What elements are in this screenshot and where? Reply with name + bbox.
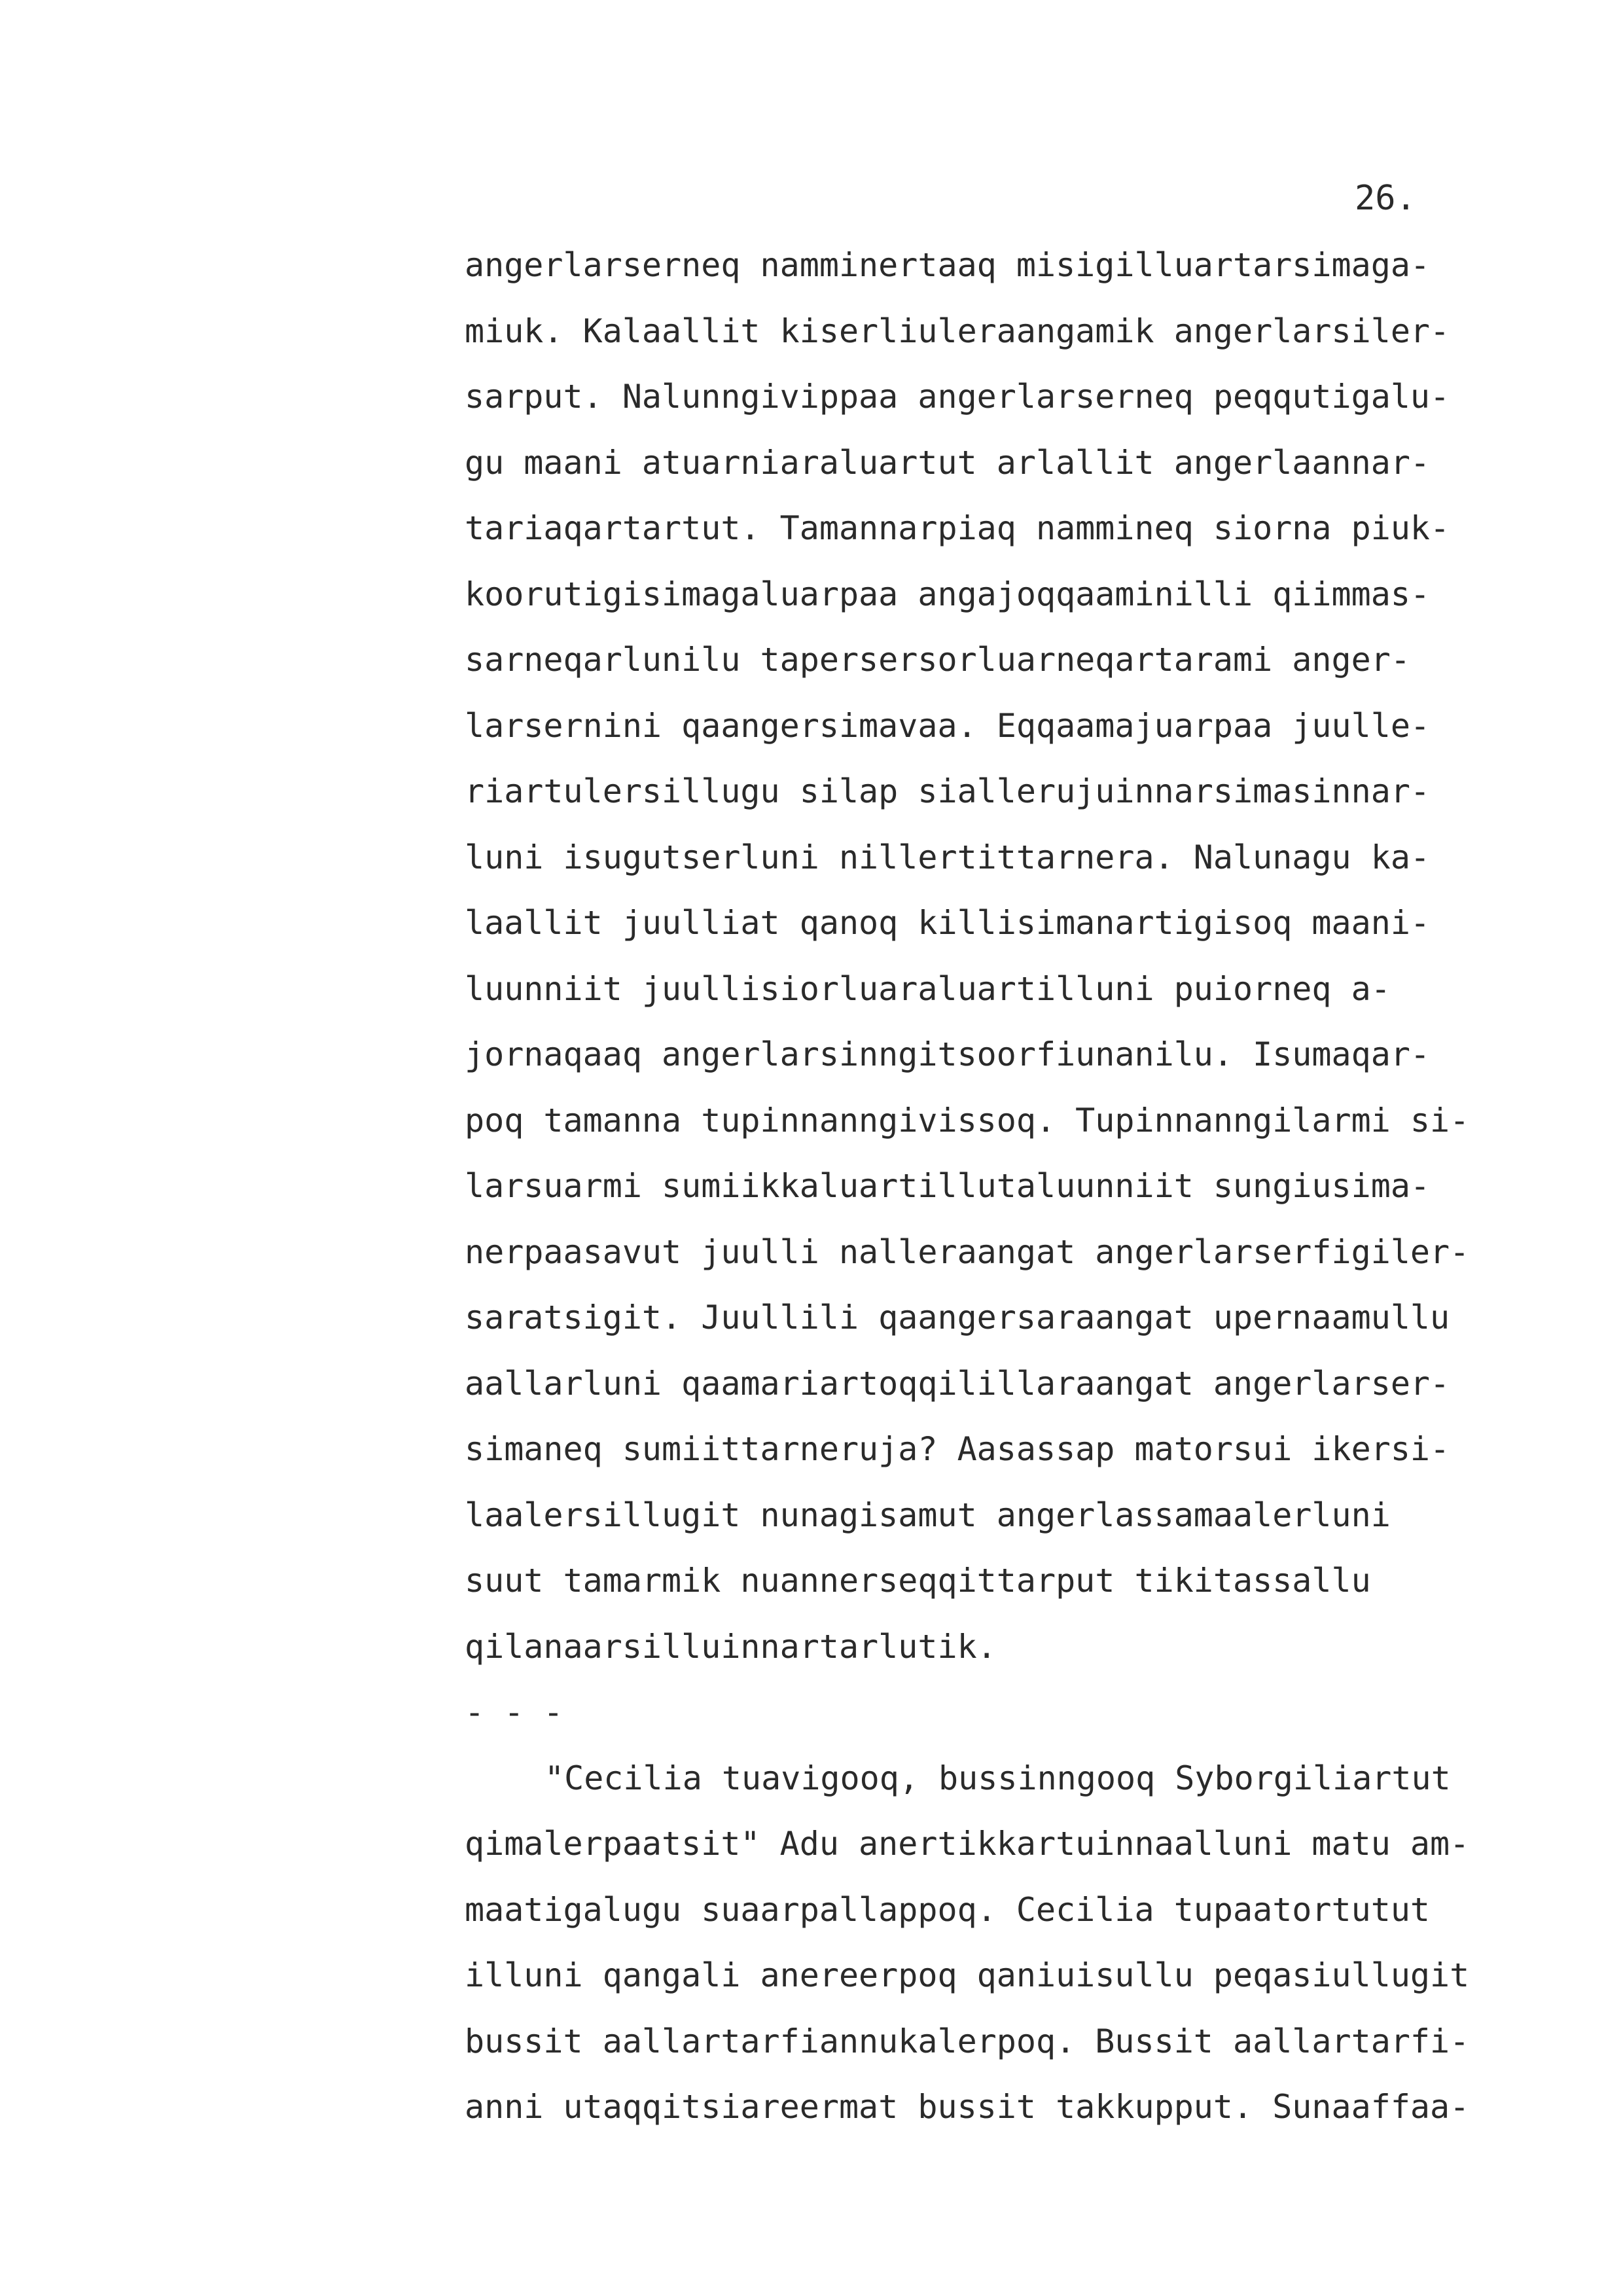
text-line: aallarluni qaamariartoqqilillaraangat angerlarser-: [465, 1364, 1450, 1403]
text-line: nerpaasavut juulli nalleraangat angerlarserfigiler-: [465, 1232, 1470, 1271]
text-line: maatigalugu suaarpallappoq. Cecilia tupaatortutut: [465, 1890, 1431, 1929]
text-line: sarput. Nalunngivippaa angerlarserneq peqqutigalu-: [465, 378, 1450, 416]
text-line: illuni qangali anereerpoq qaniuisullu peqasiullugit: [465, 1956, 1470, 1994]
text-line: anni utaqqitsiareermat bussit takkupput. Sunaaffaa-: [465, 2088, 1470, 2126]
document-body: [465, 232, 1469, 2140]
text-line: sarneqarlunilu tapersersorluarneqartarami anger-: [465, 641, 1410, 679]
text-line: simaneq sumiittarneruja? Aasassap matorsui ikersi-: [465, 1430, 1450, 1468]
text-line: luni isugutserluni nillertittarnera. Nalunagu ka-: [465, 838, 1431, 876]
text-line: miuk. Kalaallit kiserliuleraangamik angerlarsiler-: [465, 312, 1450, 350]
text-line: riartulersillugu silap siallerujuinnarsimasinnar-: [465, 772, 1431, 810]
text-line: luunniit juullisiorluaraluartilluni puiorneq a-: [465, 969, 1391, 1008]
text-line: saratsigit. Juullili qaangersaraangat upernaamullu: [465, 1299, 1450, 1336]
text-line: jornaqaaq angerlarsinngitsoorfiunanilu. Isumaqar-: [465, 1035, 1431, 1073]
text-line: larsernini qaangersimavaa. Eqqaamajuarpaa juulle-: [465, 706, 1431, 745]
text-line: laallit juulliat qanoq killisimanartigisoq maani-: [465, 904, 1431, 942]
text-line: tariaqartartut. Tamannarpiaq nammineq siorna piuk-: [465, 509, 1450, 547]
section-separator: - - -: [465, 1693, 563, 1731]
text-line: suut tamarmik nuannerseqqittarput tikitassallu: [465, 1562, 1371, 1600]
text-line: qimalerpaatsit" Adu anertikkartuinnaalluni matu am-: [465, 1825, 1470, 1863]
text-line: larsuarmi sumiikkaluartillutaluunniit sungiusima-: [465, 1167, 1431, 1205]
text-line: "Cecilia tuavigooq, bussinngooq Syborgiliartut: [544, 1759, 1451, 1797]
text-line: poq tamanna tupinnanngivissoq. Tupinnanngilarmi si-: [465, 1101, 1470, 1139]
text-line: bussit aallartarfiannukalerpoq. Bussit aallartarfi-: [465, 2022, 1470, 2060]
text-line: koorutigisimagaluarpaa angajoqqaaminilli qiimmas-: [465, 575, 1431, 613]
page-number: 26.: [1355, 179, 1416, 218]
text-line: angerlarserneq namminertaaq misigilluartarsimaga-: [465, 246, 1431, 284]
text-line: laalersillugit nunagisamut angerlassamaalerluni: [465, 1496, 1391, 1534]
text-line: gu maani atuarniaraluartut arlallit angerlaannar-: [465, 443, 1431, 482]
text-line: qilanaarsilluinnartarlutik.: [465, 1627, 997, 1666]
